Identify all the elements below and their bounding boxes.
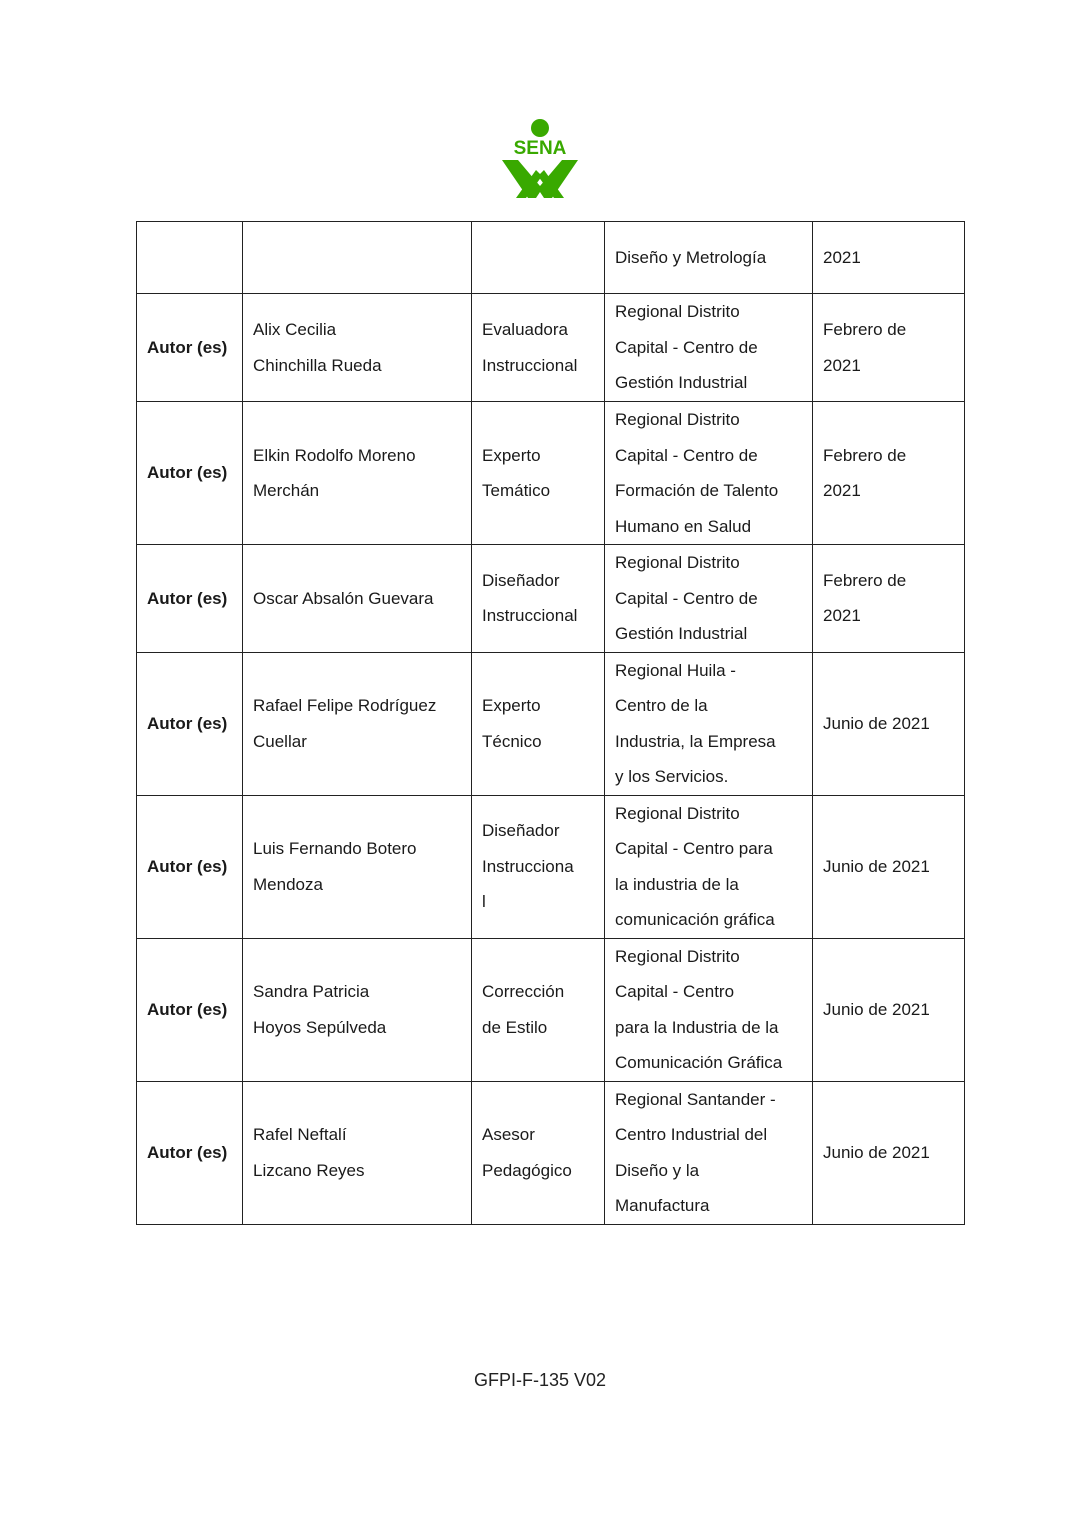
center-cell: Regional Huila - Centro de la Industria, la Empresa y los Servicios.: [605, 652, 813, 795]
date-cell: Junio de 2021: [813, 938, 965, 1081]
sena-logo-graphic: [496, 118, 584, 202]
center-cell: Regional Santander - Centro Industrial del Diseño y la Manufactura: [605, 1081, 813, 1224]
position-cell: Asesor Pedagógico: [472, 1081, 605, 1224]
name-cell: Rafael Felipe Rodríguez Cuellar: [243, 652, 472, 795]
date-cell: Febrero de 2021: [813, 294, 965, 402]
name-cell: [243, 222, 472, 294]
position-cell: [472, 222, 605, 294]
position-cell: Experto Técnico: [472, 652, 605, 795]
date-cell: Febrero de 2021: [813, 402, 965, 545]
document-code: GFPI-F-135 V02: [473, 1370, 607, 1390]
table-row: [137, 545, 965, 653]
name-cell: Sandra Patricia Hoyos Sepúlveda: [243, 938, 472, 1081]
name-cell: Rafel Neftalí Lizcano Reyes: [243, 1081, 472, 1224]
center-cell: Regional Distrito Capital - Centro de Formación de Talento Humano en Salud: [605, 402, 813, 545]
table-row: [137, 294, 965, 402]
logo-text: SENA: [513, 138, 567, 159]
position-cell: Evaluadora Instruccional: [472, 294, 605, 402]
position-cell: Diseñador Instrucciona l: [472, 795, 605, 938]
center-cell: Regional Distrito Capital - Centro para la industria de la comunicación gráfica: [605, 795, 813, 938]
name-cell: Elkin Rodolfo Moreno Merchán: [243, 402, 472, 545]
role-cell: Autor (es): [137, 294, 243, 402]
date-cell: 2021: [813, 222, 965, 294]
name-cell: Oscar Absalón Guevara: [243, 545, 472, 653]
role-cell: Autor (es): [137, 795, 243, 938]
center-cell: Regional Distrito Capital - Centro de Gestión Industrial: [605, 545, 813, 653]
date-cell: Junio de 2021: [813, 1081, 965, 1224]
table-row: [137, 1081, 965, 1224]
name-cell: Alix Cecilia Chinchilla Rueda: [243, 294, 472, 402]
date-cell: Junio de 2021: [813, 795, 965, 938]
center-cell: Regional Distrito Capital - Centro para la Industria de la Comunicación Gráfica: [605, 938, 813, 1081]
table-row: [137, 795, 965, 938]
table-row: [137, 652, 965, 795]
center-cell: Regional Distrito Capital - Centro de Gestión Industrial: [605, 294, 813, 402]
sena-logo: [496, 118, 584, 202]
table-row: [137, 222, 965, 294]
position-cell: Experto Temático: [472, 402, 605, 545]
date-cell: Febrero de 2021: [813, 545, 965, 653]
authors-table: [136, 221, 965, 1225]
center-cell: Diseño y Metrología: [605, 222, 813, 294]
name-cell: Luis Fernando Botero Mendoza: [243, 795, 472, 938]
role-cell: Autor (es): [137, 402, 243, 545]
role-cell: Autor (es): [137, 652, 243, 795]
position-cell: Diseñador Instruccional: [472, 545, 605, 653]
role-cell: Autor (es): [137, 938, 243, 1081]
role-cell: [137, 222, 243, 294]
role-cell: Autor (es): [137, 1081, 243, 1224]
table-row: [137, 938, 965, 1081]
date-cell: Junio de 2021: [813, 652, 965, 795]
table-row: [137, 402, 965, 545]
position-cell: Corrección de Estilo: [472, 938, 605, 1081]
role-cell: Autor (es): [137, 545, 243, 653]
